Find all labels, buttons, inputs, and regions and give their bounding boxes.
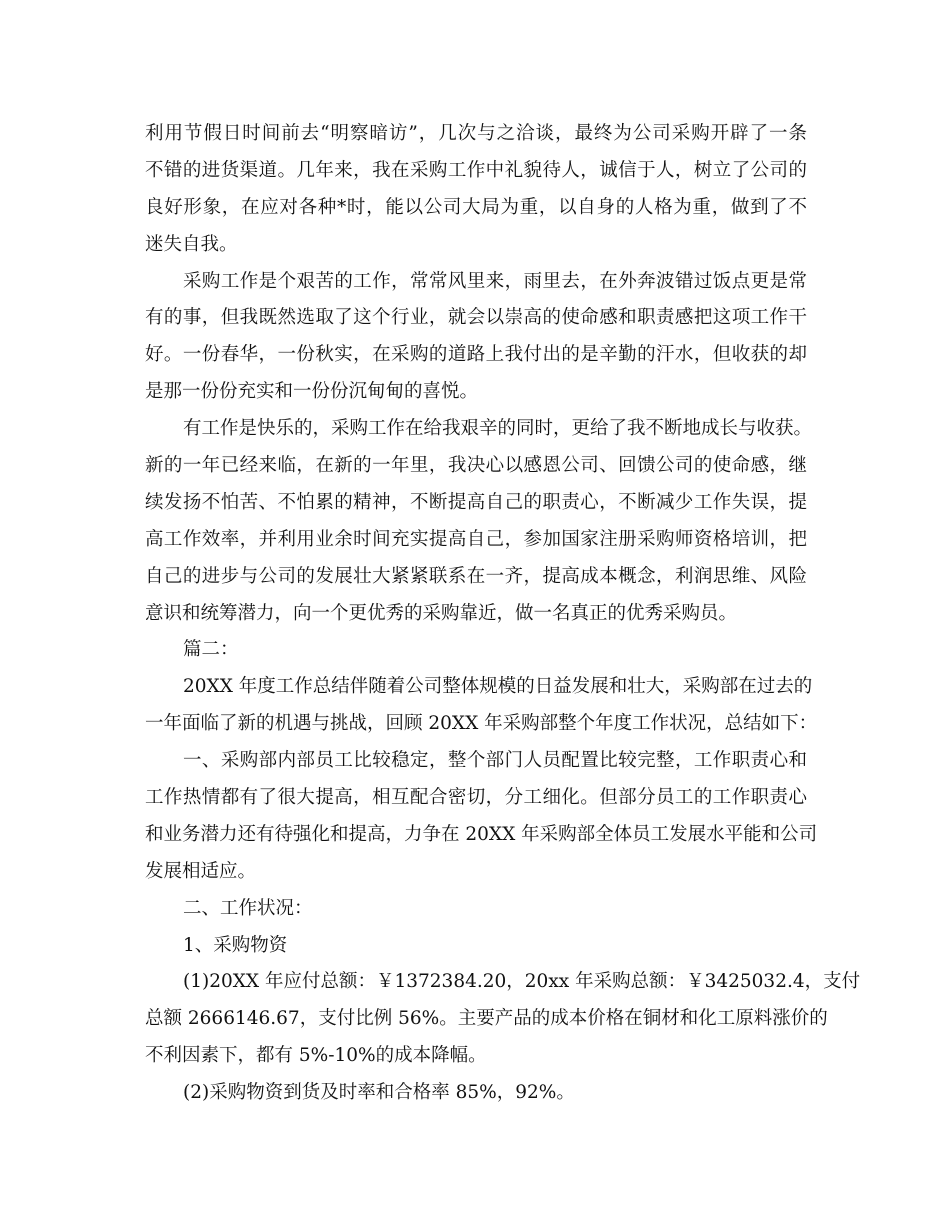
paragraph — [145, 928, 807, 965]
paragraph — [145, 743, 818, 891]
text-line: 高工作效率，并利用业余时间充实提高自己，参加国家注册采购师资格培训，把 — [145, 528, 807, 550]
text-line: 一年面临了新的机遇与挑战，回顾 20XX 年采购部整个年度工作状况，总结如下： — [145, 713, 818, 735]
text-line: 利用节假日时间前去“明察暗访”，几次与之洽谈，最终为公司采购开辟了一条 — [145, 123, 807, 144]
text-line: 良好形象，在应对各种*时，能以公司大局为重，以自身的人格为重，做到了不 — [145, 196, 807, 218]
text-line: 和业务潜力还有待强化和提高，力争在 20XX 年采购部全体员工发展水平能和公司 — [145, 823, 818, 845]
paragraph — [145, 891, 807, 928]
paragraph — [145, 1075, 807, 1112]
paragraph — [145, 264, 807, 412]
text-line: (2)采购物资到货及时率和合格率 85%，92%。 — [183, 1082, 575, 1104]
text-line: 好。一份春华，一份秋实，在采购的道路上我付出的是辛勤的汗水，但收获的却 — [145, 344, 807, 366]
paragraph — [145, 964, 861, 1075]
paragraph — [145, 411, 813, 632]
document-page — [145, 116, 861, 1112]
text-line: 发展相适应。 — [145, 860, 257, 882]
text-line: 篇二： — [183, 639, 239, 661]
text-line: 二、工作状况： — [183, 897, 313, 919]
text-line: 是那一份份充实和一份份沉甸甸的喜悦。 — [145, 381, 479, 403]
text-line: 不利因素下，都有 5%-10%的成本降幅。 — [145, 1045, 487, 1067]
text-line: 意识和统筹潜力，向一个更优秀的采购靠近，做一名真正的优秀采购员。 — [145, 602, 738, 624]
text-line: 迷失自我。 — [145, 233, 238, 255]
text-line: 1、采购物资 — [183, 934, 288, 956]
text-line: 采购工作是个艰苦的工作，常常风里来，雨里去，在外奔波错过饭点更是常 — [183, 270, 807, 292]
text-line: 工作热情都有了很大提高，相互配合密切，分工细化。但部分员工的工作职责心 — [145, 787, 807, 809]
text-line: 总额 2666146.67，支付比例 56%。主要产品的成本价格在铜材和化工原料涨价的 — [145, 1008, 828, 1030]
text-line: 20XX 年度工作总结伴随着公司整体规模的日益发展和壮大，采购部在过去的 — [183, 676, 813, 698]
text-line: 续发扬不怕苦、不怕累的精神，不断提高自己的职责心，不断减少工作失误，提 — [145, 491, 807, 513]
paragraph — [145, 116, 807, 264]
paragraph — [145, 632, 807, 669]
text-line: 有的事，但我既然选取了这个行业，就会以崇高的使命感和职责感把这项工作干 — [145, 307, 807, 329]
text-line: 一、采购部内部员工比较稳定，整个部门人员配置比较完整，工作职责心和 — [183, 750, 807, 772]
paragraph — [145, 669, 818, 743]
text-line: 有工作是快乐的，采购工作在给我艰辛的同时，更给了我不断地成长与收获。 — [183, 418, 813, 440]
text-line: 新的一年已经来临，在新的一年里，我决心以感恩公司、回馈公司的使命感，继 — [145, 455, 807, 477]
text-line: 不错的进货渠道。几年来，我在采购工作中礼貌待人，诚信于人，树立了公司的 — [145, 159, 807, 181]
text-line: 自己的进步与公司的发展壮大紧紧联系在一齐，提高成本概念，利润思维、风险 — [145, 565, 807, 587]
text-line: (1)20XX 年应付总额：￥1372384.20，20xx 年采购总额：￥3425032.4，支付 — [183, 971, 861, 993]
